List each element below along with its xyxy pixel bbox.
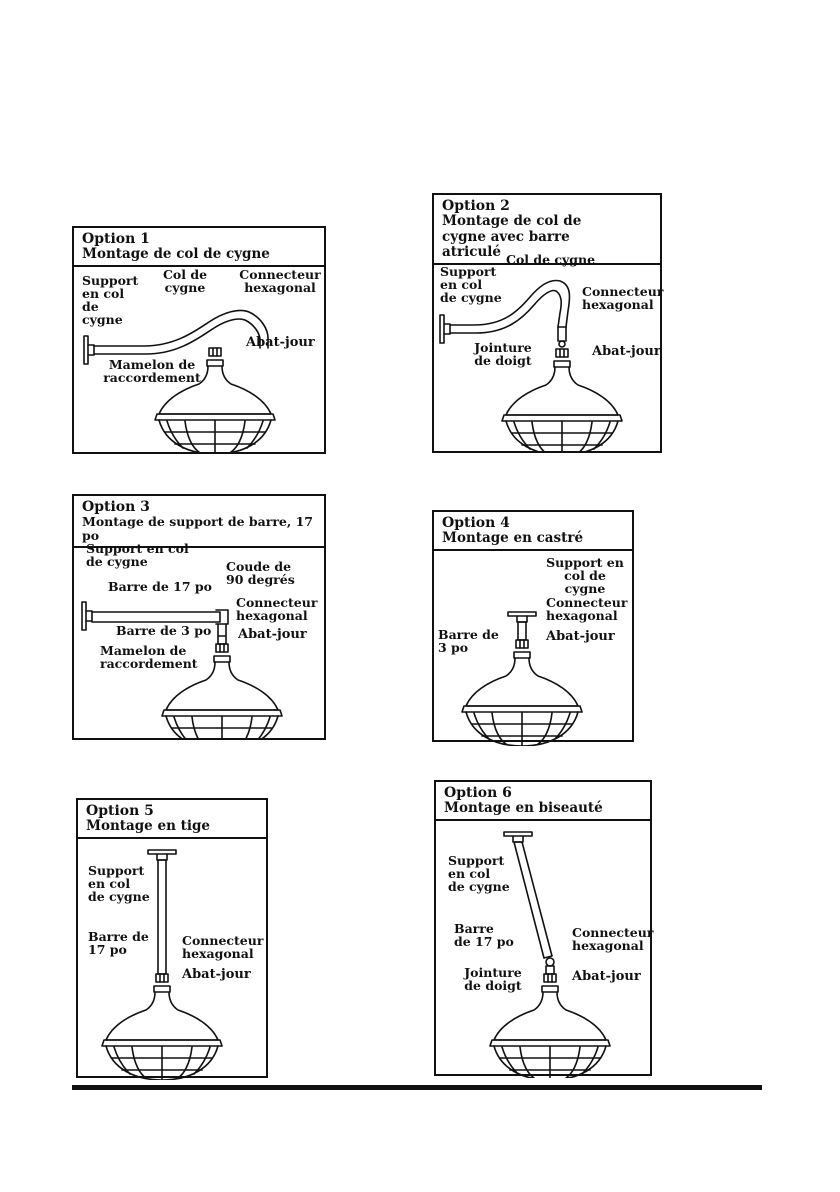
option-5-header [78, 800, 266, 839]
option-6-label-barre17: Barre de 17 po [454, 921, 514, 950]
option-3-label-mamelon: Mamelon de raccordement [100, 643, 198, 672]
option-6-description: Montage en biseauté [444, 800, 603, 817]
option-1-description: Montage de col de cygne [82, 246, 270, 263]
option-1-label-connecteur: Connecteur hexagonal [239, 267, 321, 296]
option-3-label-support: Support en col de cygne [86, 541, 189, 570]
option-2-label-col: Col de cygne [506, 252, 596, 267]
option-2-label-jointure: Jointure de doigt [474, 340, 532, 369]
option-6-label-abat: Abat-jour [572, 969, 641, 984]
option-1-label-abat: Abat-jour [246, 335, 315, 350]
option-1-label-support: Support en col de cygne [82, 273, 139, 328]
option-3-label-connecteur: Connecteur hexagonal [236, 595, 318, 624]
option-5-label-connecteur: Connecteur hexagonal [182, 933, 264, 962]
option-5-description: Montage en tige [86, 818, 210, 835]
option-2-label-connecteur: Connecteur hexagonal [582, 284, 664, 313]
option-4-header [434, 512, 632, 551]
option-5-panel [76, 798, 268, 1078]
option-3-description: Montage de support de barre, 17 po [82, 514, 313, 544]
option-2-title: Option 2 [442, 198, 510, 214]
option-4-label-support: Support en col de cygne [546, 555, 624, 597]
option-3-panel [72, 494, 326, 740]
option-6-label-support: Support en col de cygne [448, 853, 510, 895]
option-5-label-abat: Abat-jour [182, 967, 251, 982]
option-3-label-barre3: Barre de 3 po [116, 623, 212, 638]
option-1-panel [72, 226, 326, 454]
option-2-description: Montage de col de cygne avec barre atriculé [442, 213, 582, 261]
option-6-header [436, 782, 650, 821]
option-3-label-coude: Coude de 90 degrés [226, 559, 295, 588]
option-4-label-connecteur: Connecteur hexagonal [546, 595, 628, 624]
option-5-label-barre17: Barre de 17 po [88, 929, 149, 958]
option-1-title: Option 1 [82, 231, 150, 247]
option-5-label-support: Support en col de cygne [88, 863, 150, 905]
option-6-title: Option 6 [444, 785, 512, 801]
option-4-label-abat: Abat-jour [546, 629, 615, 644]
option-2-label-abat: Abat-jour [592, 344, 661, 359]
option-2-panel [432, 193, 662, 453]
option-3-label-barre17: Barre de 17 po [108, 579, 213, 594]
option-6-label-jointure: Jointure de doigt [464, 965, 522, 994]
option-1-header [74, 228, 324, 267]
option-2-label-support: Support en col de cygne [440, 264, 502, 306]
option-4-label-barre3: Barre de 3 po [438, 627, 499, 656]
option-3-title: Option 3 [82, 499, 150, 515]
option-5-title: Option 5 [86, 803, 154, 819]
option-4-title: Option 4 [442, 515, 510, 531]
option-1-label-col: Col de cygne [162, 267, 208, 296]
option-1-label-mamelon: Mamelon de raccordement [103, 357, 201, 386]
bottom-divider [72, 1085, 762, 1090]
option-4-description: Montage en castré [442, 530, 584, 547]
option-3-label-abat: Abat-jour [238, 627, 307, 642]
option-6-label-connecteur: Connecteur hexagonal [572, 925, 654, 954]
option-6-panel [434, 780, 652, 1076]
option-4-panel [432, 510, 634, 742]
